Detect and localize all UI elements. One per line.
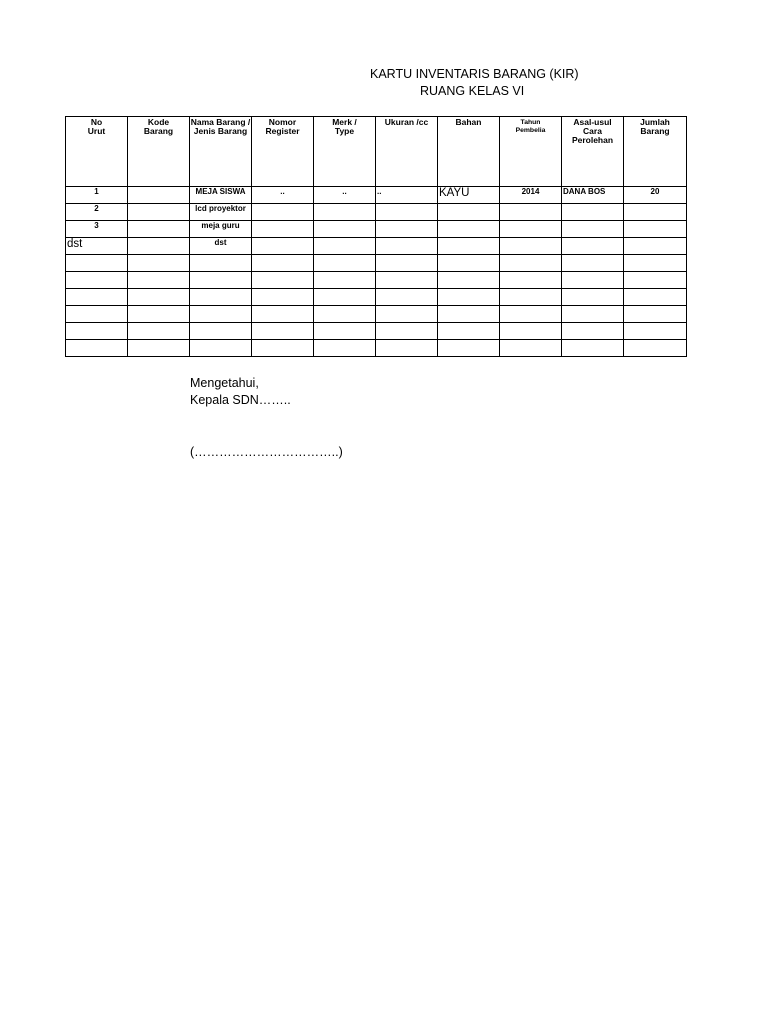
signature-principal: Kepala SDN…….. [190, 393, 291, 407]
cell-ukuran [376, 323, 438, 340]
header-ukuran: Ukuran /cc [376, 117, 438, 187]
cell-tahun-pembelian [500, 306, 562, 323]
table-header-row [66, 117, 687, 187]
cell-merk-type [314, 272, 376, 289]
cell-tahun-pembelian [500, 272, 562, 289]
table-row [66, 272, 687, 289]
cell-merk-type [314, 255, 376, 272]
cell-merk-type [314, 306, 376, 323]
cell-nomor-register: .. [252, 187, 314, 204]
header-nomor-register: Nomor Register [252, 117, 314, 187]
cell-merk-type [314, 323, 376, 340]
cell-kode-barang [128, 323, 190, 340]
document-title: KARTU INVENTARIS BARANG (KIR) [370, 67, 579, 81]
cell-bahan: KAYU [438, 187, 500, 204]
cell-nomor-register [252, 306, 314, 323]
table-row [66, 255, 687, 272]
cell-merk-type [314, 204, 376, 221]
cell-kode-barang [128, 238, 190, 255]
cell-jumlah-barang [624, 221, 687, 238]
cell-nomor-register [252, 204, 314, 221]
cell-nama-barang [190, 289, 252, 306]
table-row [66, 323, 687, 340]
cell-tahun-pembelian [500, 289, 562, 306]
cell-ukuran [376, 272, 438, 289]
cell-nama-barang [190, 340, 252, 357]
cell-asal-usul [562, 340, 624, 357]
cell-ukuran [376, 221, 438, 238]
cell-no-urut [66, 289, 128, 306]
cell-kode-barang [128, 187, 190, 204]
cell-nama-barang [190, 255, 252, 272]
cell-jumlah-barang [624, 306, 687, 323]
cell-asal-usul [562, 289, 624, 306]
cell-jumlah-barang [624, 238, 687, 255]
cell-no-urut [66, 272, 128, 289]
cell-merk-type [314, 340, 376, 357]
cell-ukuran [376, 255, 438, 272]
cell-asal-usul [562, 204, 624, 221]
cell-asal-usul [562, 221, 624, 238]
cell-kode-barang [128, 306, 190, 323]
cell-asal-usul [562, 238, 624, 255]
cell-jumlah-barang [624, 204, 687, 221]
cell-kode-barang [128, 255, 190, 272]
cell-no-urut [66, 340, 128, 357]
header-jumlah-barang: Jumlah Barang [624, 117, 687, 187]
table-row [66, 289, 687, 306]
cell-no-urut: 1 [66, 187, 128, 204]
cell-merk-type: .. [314, 187, 376, 204]
cell-nomor-register [252, 238, 314, 255]
header-nama-barang: Nama Barang / Jenis Barang [190, 117, 252, 187]
cell-jumlah-barang [624, 255, 687, 272]
cell-tahun-pembelian [500, 221, 562, 238]
cell-nama-barang: meja guru [190, 221, 252, 238]
cell-asal-usul [562, 323, 624, 340]
table-row [66, 306, 687, 323]
cell-ukuran [376, 238, 438, 255]
cell-bahan [438, 272, 500, 289]
cell-merk-type [314, 289, 376, 306]
cell-jumlah-barang [624, 323, 687, 340]
signature-acknowledged: Mengetahui, [190, 376, 259, 390]
cell-kode-barang [128, 289, 190, 306]
cell-nama-barang: MEJA SISWA [190, 187, 252, 204]
table-body [66, 187, 687, 357]
cell-tahun-pembelian [500, 255, 562, 272]
cell-no-urut: 2 [66, 204, 128, 221]
cell-bahan [438, 238, 500, 255]
cell-kode-barang [128, 272, 190, 289]
cell-merk-type [314, 221, 376, 238]
cell-bahan [438, 306, 500, 323]
cell-ukuran [376, 289, 438, 306]
cell-tahun-pembelian [500, 204, 562, 221]
cell-nama-barang: lcd proyektor [190, 204, 252, 221]
cell-nomor-register [252, 340, 314, 357]
header-bahan: Bahan [438, 117, 500, 187]
cell-no-urut [66, 306, 128, 323]
inventory-table [65, 116, 687, 357]
table-row [66, 238, 687, 255]
table-row [66, 221, 687, 238]
cell-bahan [438, 204, 500, 221]
cell-kode-barang [128, 221, 190, 238]
table-row [66, 204, 687, 221]
cell-nomor-register [252, 221, 314, 238]
cell-asal-usul [562, 272, 624, 289]
cell-no-urut [66, 323, 128, 340]
cell-ukuran [376, 204, 438, 221]
cell-nomor-register [252, 289, 314, 306]
document-subtitle: RUANG KELAS VI [420, 84, 525, 98]
cell-bahan [438, 289, 500, 306]
cell-bahan [438, 255, 500, 272]
cell-bahan [438, 221, 500, 238]
header-merk-type: Merk / Type [314, 117, 376, 187]
cell-tahun-pembelian [500, 323, 562, 340]
cell-bahan [438, 340, 500, 357]
cell-kode-barang [128, 204, 190, 221]
cell-ukuran: .. [376, 187, 438, 204]
table-row [66, 340, 687, 357]
cell-ukuran [376, 340, 438, 357]
cell-asal-usul: DANA BOS [562, 187, 624, 204]
header-tahun-pembelian: Tahun Pembelia [500, 117, 562, 187]
header-no-urut: No Urut [66, 117, 128, 187]
cell-merk-type [314, 238, 376, 255]
cell-kode-barang [128, 340, 190, 357]
table-row [66, 187, 687, 204]
cell-jumlah-barang [624, 272, 687, 289]
cell-ukuran [376, 306, 438, 323]
cell-bahan [438, 323, 500, 340]
cell-nomor-register [252, 323, 314, 340]
cell-no-urut: dst [66, 238, 128, 255]
cell-tahun-pembelian [500, 238, 562, 255]
cell-tahun-pembelian: 2014 [500, 187, 562, 204]
cell-asal-usul [562, 255, 624, 272]
cell-jumlah-barang [624, 340, 687, 357]
cell-no-urut [66, 255, 128, 272]
cell-nama-barang [190, 306, 252, 323]
header-kode-barang: Kode Barang [128, 117, 190, 187]
cell-jumlah-barang: 20 [624, 187, 687, 204]
cell-nomor-register [252, 255, 314, 272]
cell-nama-barang [190, 272, 252, 289]
cell-jumlah-barang [624, 289, 687, 306]
signature-blank-name: (……………………………..) [190, 445, 343, 459]
cell-nama-barang [190, 323, 252, 340]
cell-nama-barang: dst [190, 238, 252, 255]
cell-tahun-pembelian [500, 340, 562, 357]
cell-asal-usul [562, 306, 624, 323]
cell-no-urut: 3 [66, 221, 128, 238]
header-asal-usul: Asal-usul Cara Perolehan [562, 117, 624, 187]
cell-nomor-register [252, 272, 314, 289]
